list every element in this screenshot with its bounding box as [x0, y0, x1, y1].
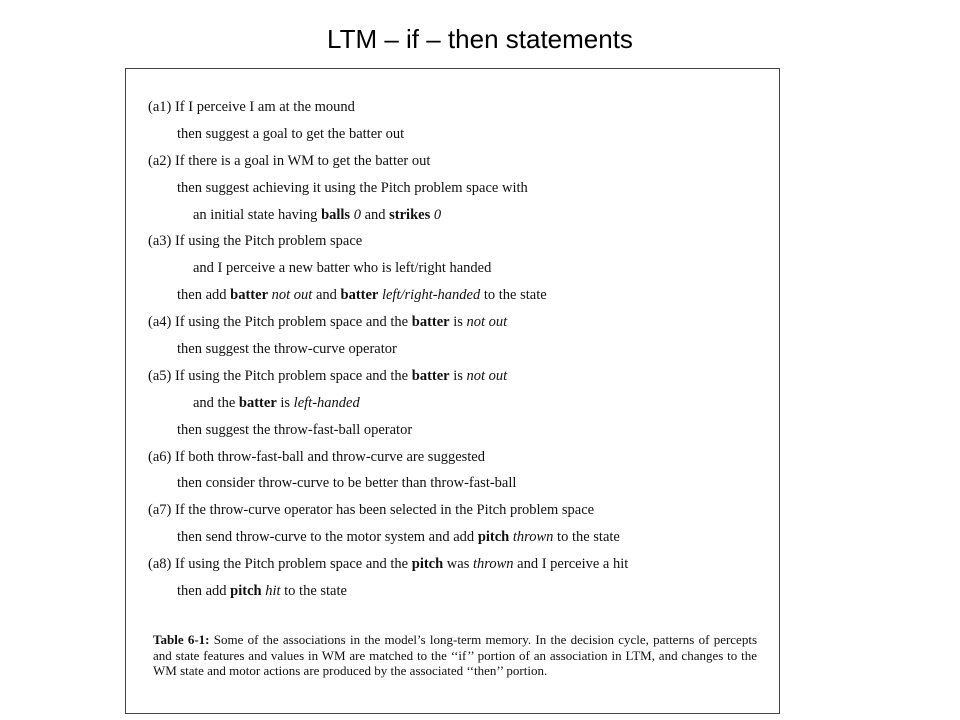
bold-term: pitch [411, 556, 444, 573]
bold-term: batter [230, 287, 268, 304]
rule-line-a5-if [148, 363, 628, 390]
italic-value: left-handed [293, 394, 360, 411]
rule-text: (a1) If I perceive I am at the mound [148, 99, 355, 115]
rule-line-a3-if [148, 228, 628, 255]
rule-text: an initial state having [193, 206, 322, 223]
italic-value: thrown [472, 556, 514, 573]
rule-text: then suggest the throw-fast-ball operator [177, 421, 413, 438]
bold-term: batter [340, 287, 379, 304]
rule-text: is [276, 394, 294, 411]
bold-term: batter [411, 367, 450, 384]
rule-text: (a7) If the throw-curve operator has been selected in the Pitch problem space [148, 502, 595, 519]
rule-text: then suggest achieving it using the Pitch problem space with [177, 179, 528, 196]
rule-text: (a8) If using the Pitch problem space and the [148, 556, 412, 573]
bold-term: pitch [230, 583, 262, 600]
italic-value: hit [265, 583, 281, 600]
rule-text: then add [177, 287, 231, 304]
slide-title: LTM – if – then statements [327, 24, 633, 54]
rule-list [148, 94, 628, 605]
rule-text: and [312, 287, 341, 304]
rule-text: then suggest a goal to get the batter out [177, 125, 405, 142]
rule-text: then send throw-curve to the motor system and add [177, 529, 478, 546]
rule-text: was [443, 556, 473, 573]
italic-value: not out [466, 314, 508, 331]
italic-value: 0 [433, 206, 442, 223]
italic-value: not out [466, 367, 508, 384]
rule-text: (a2) If there is a goal in WM to get the batter out [148, 152, 431, 169]
rule-text: (a3) If using the Pitch problem space [148, 233, 363, 250]
rule-text: is [449, 314, 467, 331]
rule-line-a2-then [148, 175, 628, 202]
rule-text: then consider throw-curve to be better than throw-fast-ball [177, 475, 517, 492]
rule-line-a8-if [148, 551, 628, 578]
rule-line-a6-then [148, 470, 628, 497]
rule-text: then add [177, 583, 231, 600]
rule-line-a2-if [148, 148, 628, 175]
bold-term: pitch [477, 529, 510, 546]
rule-text: (a5) If using the Pitch problem space and the [148, 367, 412, 384]
bold-term: batter [411, 314, 450, 331]
rule-text: then suggest the throw-curve operator [177, 341, 397, 358]
caption-label: Table 6-1: [153, 632, 210, 647]
rule-line-a1-if [148, 94, 628, 121]
rule-line-a7-then [148, 524, 628, 551]
table-figure [125, 68, 780, 714]
rule-text: and [360, 206, 390, 223]
italic-value: 0 [353, 206, 361, 223]
italic-value: left/right-handed [381, 287, 481, 304]
rule-text: and I perceive a hit [513, 556, 629, 573]
rule-text: to the state [280, 583, 347, 600]
caption-text: Some of the associations in the model’s long-term memory. In the decision cycle, patterns of percepts and state features and values in WM are matched to the ‘‘if’’ portion of an association in LTM, and changes to the WM state and motor actions are produced by the associated ‘‘then’’ portion. [153, 632, 757, 678]
bold-term: batter [238, 394, 277, 411]
rule-text: and I perceive a new batter who is left/right handed [193, 260, 492, 277]
rule-line-a5-then [148, 417, 628, 444]
rule-text: is [449, 367, 467, 384]
rule-line-a3-and [148, 255, 628, 282]
bold-term: strikes [389, 206, 431, 223]
rule-line-a5-and [148, 390, 628, 417]
rule-line-a4-if [148, 309, 628, 336]
italic-value: thrown [512, 529, 554, 546]
rule-line-a2-then-cont [148, 202, 628, 229]
italic-value: not out [271, 287, 313, 304]
rule-line-a7-if [148, 497, 628, 524]
rule-text: (a4) If using the Pitch problem space and the [148, 314, 412, 331]
rule-text: to the state [480, 287, 547, 304]
rule-line-a3-then [148, 282, 628, 309]
rule-line-a1-then [148, 121, 628, 148]
table-caption [153, 632, 757, 679]
rule-line-a4-then [148, 336, 628, 363]
rule-line-a6-if [148, 444, 628, 471]
rule-line-a8-then [148, 578, 628, 605]
rule-text: to the state [553, 529, 620, 546]
rule-text: (a6) If both throw-fast-ball and throw-curve are suggested [148, 448, 485, 465]
bold-term: balls [321, 206, 351, 223]
rule-text: and the [193, 394, 239, 411]
